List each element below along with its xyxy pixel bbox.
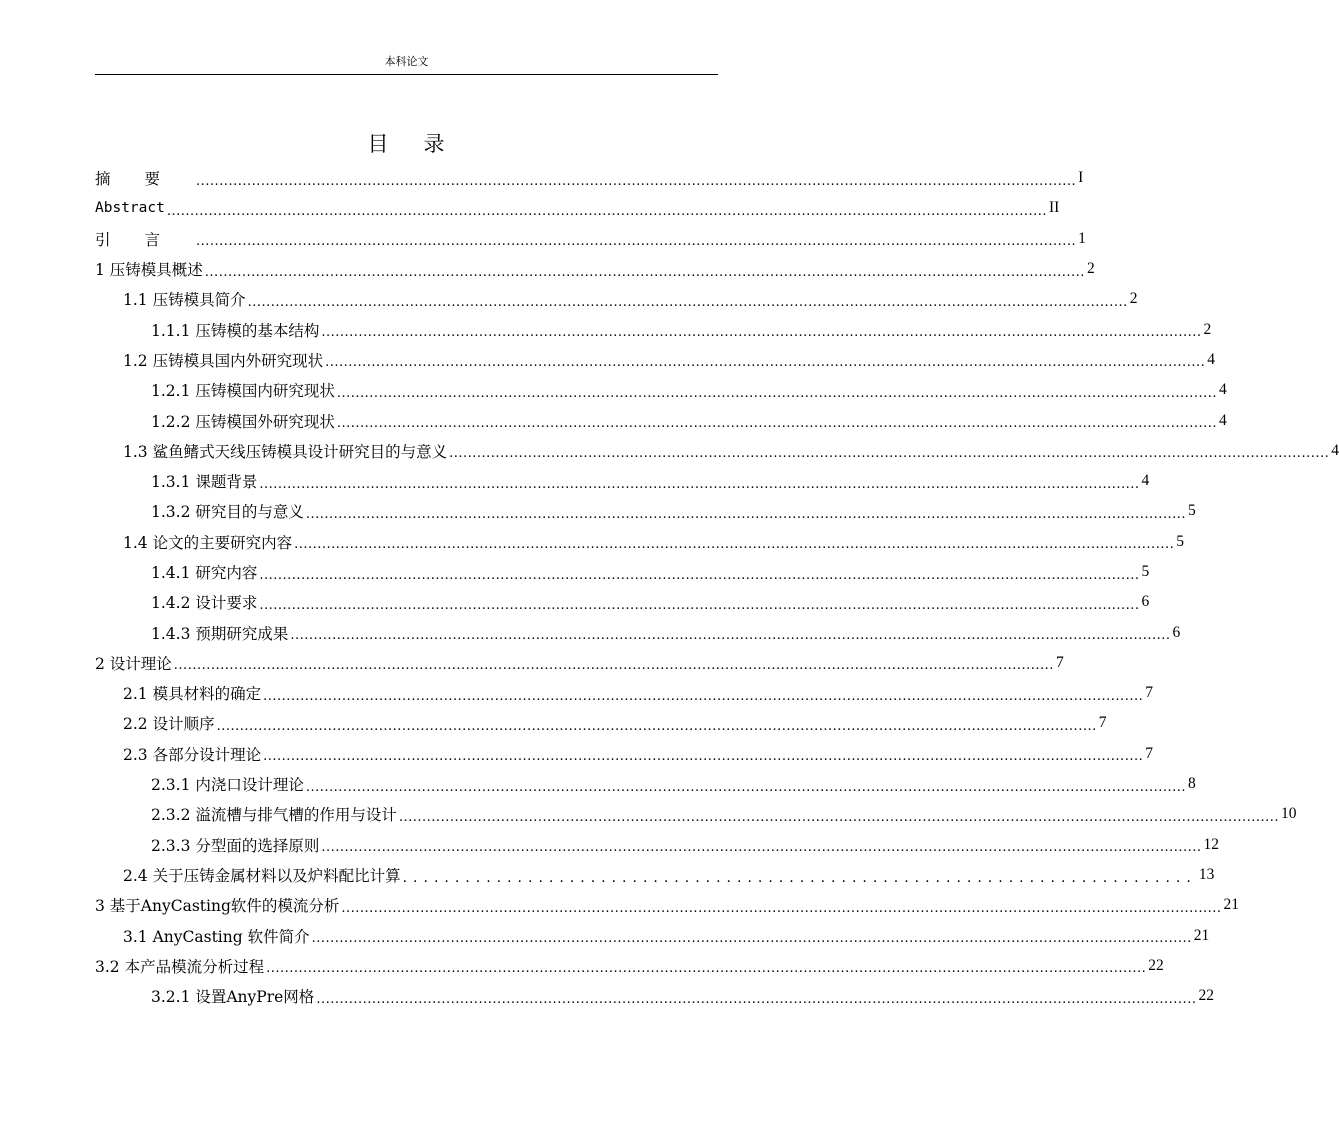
toc-entry-label: 2.3 各部分设计理论	[123, 745, 262, 764]
toc-leader: ..............................................................................................................................................................................................	[316, 991, 1197, 1007]
toc-entry-2-3-3[interactable]	[95, 830, 1220, 860]
toc-entry-1-1[interactable]	[95, 284, 1138, 314]
toc-entry-page: 4	[1219, 381, 1227, 399]
toc-entry-3-1[interactable]	[95, 920, 1210, 950]
toc-entry-2-1[interactable]	[95, 678, 1153, 708]
toc-entry-1-4-2[interactable]	[95, 587, 1150, 617]
toc-entry-label: 1.3 鲨鱼鳍式天线压铸模具设计研究目的与意义	[123, 442, 448, 461]
header-text: 本科论文	[384, 55, 429, 68]
toc-entry-label: 1.2.2 压铸模国外研究现状	[151, 412, 335, 431]
toc-entry-label: 1.4 论文的主要研究内容	[123, 533, 293, 552]
toc-entry-1-4-1[interactable]	[95, 557, 1150, 587]
toc-entry-label: Abstract	[95, 200, 165, 217]
toc-entry-page: 22	[1148, 956, 1164, 974]
toc-entry-label: 2.3.1 内浇口设计理论	[151, 776, 304, 795]
toc-entry-page: 8	[1188, 775, 1196, 793]
toc-leader: ..............................................................................................................................................................................................	[259, 567, 1140, 583]
toc-entry-abstract-en[interactable]	[95, 193, 1060, 223]
toc-entry-page: 1	[1078, 229, 1086, 247]
toc-entry-label: 2.4 关于压铸金属材料以及炉料配比计算	[123, 866, 401, 885]
toc-entry-1-3[interactable]	[95, 436, 1339, 466]
toc-entry-1-2-2[interactable]	[95, 405, 1227, 435]
toc-leader: ..............................................................................................................................................................................................	[290, 628, 1171, 644]
toc-entry-3-2-1[interactable]	[95, 981, 1214, 1011]
toc-entry-label: 1.1.1 压铸模的基本结构	[151, 321, 320, 340]
toc-entry-1-2[interactable]	[95, 345, 1215, 375]
toc-leader: ..............................................................................................................................................................................................	[305, 779, 1187, 795]
toc-entry-label: 2.3.2 溢流槽与排气槽的作用与设计	[151, 806, 397, 825]
toc-entry-label: 1.4.2 设计要求	[151, 594, 258, 613]
toc-entry-page: 7	[1055, 653, 1064, 671]
toc-entry-label: 1.3.2 研究目的与意义	[151, 503, 304, 522]
toc-entry-page: I	[1078, 169, 1084, 187]
toc-entry-label: 1 压铸模具概述	[95, 261, 203, 280]
toc-title-left: 目	[367, 132, 390, 156]
toc-entry-label: 1.4.3 预期研究成果	[151, 624, 289, 643]
toc-entry-page: 7	[1145, 684, 1153, 702]
toc-entry-page: 21	[1223, 896, 1240, 914]
toc-entry-label: 摘要	[95, 170, 195, 189]
toc-entry-page: 10	[1281, 805, 1297, 823]
toc-leader: ..............................................................................................................................................................................................	[259, 597, 1140, 613]
toc-entry-page: 5	[1176, 532, 1184, 550]
toc-entry-label: 3 基于AnyCasting软件的模流分析	[95, 897, 340, 916]
toc-leader: ..............................................................................................................................................................................................	[398, 809, 1280, 825]
toc-entry-label: 1.3.1 课题背景	[151, 473, 258, 492]
page-header	[95, 55, 718, 75]
toc-leader: ..............................................................................................................................................................................................	[196, 234, 1077, 250]
toc-entry-2-4[interactable]	[95, 860, 1215, 890]
toc-entry-3-2[interactable]	[95, 951, 1164, 981]
toc-entry-label: 引言	[95, 230, 195, 249]
toc-leader: ..............................................................................................................................................................................................	[449, 446, 1330, 462]
toc-entry-page: 22	[1198, 987, 1214, 1005]
toc-entry-page: 6	[1141, 593, 1150, 611]
toc-leader: ..............................................................................................................................................................................................	[266, 961, 1147, 977]
toc-entry-label: 1.2.1 压铸模国内研究现状	[151, 382, 335, 401]
toc-entry-page: 2	[1129, 290, 1138, 308]
toc-entry-label: 1.2 压铸模具国内外研究现状	[123, 351, 324, 370]
toc-entry-page: 4	[1219, 411, 1227, 429]
toc-leader: ..............................................................................................................................................................................................	[166, 203, 1047, 219]
toc-entry-label: 2.1 模具材料的确定	[123, 685, 262, 704]
toc-entry-page: 6	[1172, 623, 1181, 641]
toc-entry-1-4-3[interactable]	[95, 617, 1181, 647]
toc-entry-2-3-1[interactable]	[95, 769, 1196, 799]
toc-entry-page: 2	[1086, 260, 1095, 278]
toc-leader: ..............................................................................................................................................................................................	[305, 506, 1187, 522]
toc-entry-page: II	[1049, 199, 1060, 217]
toc-entry-1-3-1[interactable]	[95, 466, 1150, 496]
toc-leader: ..............................................................................................................................................................................................	[259, 476, 1140, 492]
toc-leader: ..............................................................................................................................................................................................	[263, 749, 1144, 765]
toc-entry-1-2-1[interactable]	[95, 375, 1227, 405]
toc-entry-page: 12	[1203, 835, 1220, 853]
toc-leader: ............................................................................	[402, 869, 1197, 886]
toc-entry-page: 4	[1331, 441, 1339, 459]
toc-entry-3[interactable]	[95, 890, 1240, 920]
toc-leader: ..............................................................................................................................................................................................	[263, 688, 1144, 704]
toc-leader: ..............................................................................................................................................................................................	[336, 385, 1218, 401]
toc-entry-intro[interactable]	[95, 224, 1086, 254]
toc-leader: ..............................................................................................................................................................................................	[321, 325, 1202, 341]
toc-entry-1-1-1[interactable]	[95, 314, 1212, 344]
toc-title-right: 录	[423, 132, 446, 156]
toc-leader: ..............................................................................................................................................................................................	[336, 416, 1218, 432]
toc-entry-label: 2.2 设计顺序	[123, 715, 215, 734]
toc-entry-page: 21	[1193, 926, 1210, 944]
toc-entry-1-4[interactable]	[95, 527, 1184, 557]
toc-leader: ..............................................................................................................................................................................................	[173, 658, 1054, 674]
toc-entry-page: 4	[1141, 472, 1150, 490]
toc-leader: ..............................................................................................................................................................................................	[325, 355, 1206, 371]
toc-leader: ..............................................................................................................................................................................................	[311, 931, 1192, 947]
toc-entry-1-3-2[interactable]	[95, 496, 1196, 526]
toc-entry-page: 7	[1145, 744, 1153, 762]
toc-leader: ..............................................................................................................................................................................................	[204, 264, 1085, 280]
toc-entry-2[interactable]	[95, 648, 1064, 678]
toc-entry-page: 5	[1141, 563, 1150, 580]
toc-entry-label: 3.2.1 设置AnyPre网格	[151, 988, 315, 1007]
toc-leader: ..............................................................................................................................................................................................	[196, 173, 1077, 189]
toc-entry-label: 3.2 本产品模流分析过程	[95, 957, 265, 976]
toc-entry-page: 13	[1198, 865, 1215, 883]
toc-entry-page: 4	[1207, 350, 1215, 368]
toc-leader: ..............................................................................................................................................................................................	[341, 900, 1222, 916]
toc-entry-label: 3.1 AnyCasting 软件简介	[123, 927, 310, 946]
toc-entry-abstract-cn[interactable]	[95, 163, 1084, 193]
toc-leader: ..............................................................................................................................................................................................	[321, 840, 1202, 856]
toc-entry-page: 7	[1098, 714, 1107, 732]
toc-leader: ..............................................................................................................................................................................................	[247, 294, 1128, 310]
toc-leader: ..............................................................................................................................................................................................	[294, 537, 1175, 553]
toc-entry-label: 2.3.3 分型面的选择原则	[151, 836, 320, 855]
toc-leader: ..............................................................................................................................................................................................	[216, 718, 1097, 734]
toc-entry-2-3-2[interactable]	[95, 799, 1297, 829]
toc-entry-2-2[interactable]	[95, 708, 1107, 738]
toc-title	[95, 130, 718, 158]
toc-entry-page: 2	[1203, 320, 1212, 338]
toc-entry-label: 1.1 压铸模具简介	[123, 291, 246, 310]
toc-list	[95, 163, 1339, 1011]
toc-entry-1[interactable]	[95, 254, 1095, 284]
toc-entry-label: 1.4.1 研究内容	[151, 564, 258, 582]
toc-entry-label: 2 设计理论	[95, 654, 172, 673]
toc-entry-2-3[interactable]	[95, 739, 1153, 769]
toc-entry-page: 5	[1188, 502, 1196, 520]
